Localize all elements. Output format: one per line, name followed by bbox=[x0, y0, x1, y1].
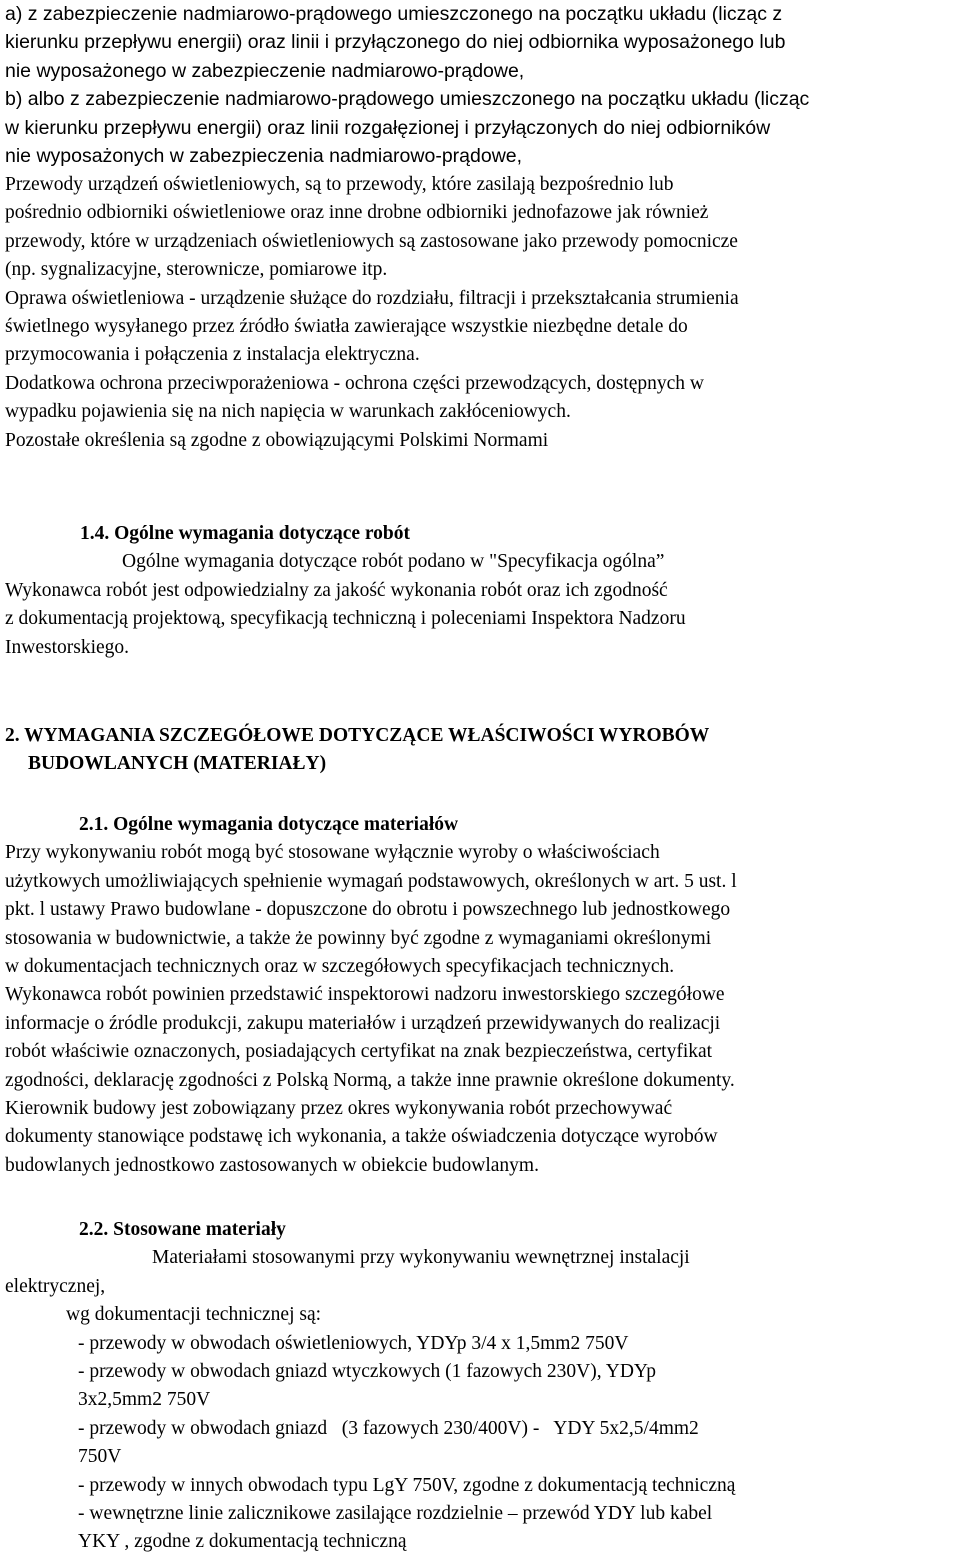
intro-line: a) z zabezpieczenie nadmiarowo-prądowego umieszczonego na początku układu (licząc z bbox=[5, 3, 783, 25]
section-2 bbox=[5, 722, 955, 779]
definition-line: Przewody urządzeń oświetleniowych, są to przewody, które zasilają bezpośrednio lub bbox=[5, 174, 674, 195]
definition-line: przewody, które w urządzeniach oświetleniowych są zastosowane jako przewody pomocnicze bbox=[5, 230, 738, 252]
section-heading: 1.4. Ogólne wymagania dotyczące robót bbox=[80, 523, 411, 544]
section-text: pkt. l ustawy Prawo budowlane - dopuszczone do obrotu i powszechnego lub jednostkowego bbox=[5, 899, 731, 921]
definition-line: wypadku pojawienia się na nich napięcia w warunkach zakłóceniowych. bbox=[5, 401, 571, 423]
list-item: - wewnętrzne linie zalicznikowe zasilające rozdzielnie – przewód YDY lub kabel bbox=[78, 1503, 713, 1525]
definition-line: Dodatkowa ochrona przeciwporażeniowa - ochrona części przewodzących, dostępnych w bbox=[5, 372, 704, 394]
section-text: Inwestorskiego. bbox=[5, 636, 130, 658]
list-item: - przewody w obwodach oświetleniowych, YDYp 3/4 x 1,5mm2 750V bbox=[78, 1332, 629, 1354]
list-item: - przewody w obwodach gniazd (3 fazowych 230/400V) - YDY 5x2,5/4mm2 bbox=[78, 1417, 699, 1439]
definitions bbox=[5, 171, 955, 455]
intro-line: nie wyposażonego w zabezpieczenie nadmiarowo-prądowe, bbox=[5, 59, 525, 82]
section-text: Kierownik budowy jest zobowiązany przez okres wykonywania robót przechowywać bbox=[5, 1098, 673, 1120]
section-text: Wykonawca robót powinien przedstawić inspektorowi nadzoru inwestorskiego szczegółowe bbox=[5, 984, 725, 1006]
list-item: YKY , zgodne z dokumentacją techniczną bbox=[78, 1531, 407, 1553]
list-item: - przewody w obwodach gniazd wtyczkowych (1 fazowych 230V), YDYp bbox=[78, 1361, 656, 1383]
section-text: dokumenty stanowiące podstawę ich wykonania, a także oświadczenia dotyczące wyrobów bbox=[5, 1126, 718, 1148]
chapter-heading: 2. WYMAGANIA SZCZEGÓŁOWE DOTYCZĄCE WŁAŚCIWOŚCI WYROBÓW bbox=[5, 725, 710, 746]
section-text: wg dokumentacji technicznej są: bbox=[66, 1304, 322, 1326]
section-text: Ogólne wymagania dotyczące robót podano w "Specyfikacja ogólna” bbox=[122, 551, 665, 573]
section-text: Wykonawca robót jest odpowiedzialny za jakość wykonania robót oraz ich zgodność bbox=[5, 579, 668, 601]
intro-line: kierunku przepływu energii) oraz linii i przyłączonego do niej odbiornika wyposażonego lub bbox=[5, 31, 786, 54]
definition-line: Pozostałe określenia są zgodne z obowiązującymi Polskimi Normami bbox=[5, 429, 549, 451]
section-text: budowlanych jednostkowo zastosowanych w obiekcie budowlanym. bbox=[5, 1154, 539, 1176]
definition-line: Oprawa oświetleniowa - urządzenie służące do rozdziału, filtracji i przekształcania strumienia bbox=[5, 287, 739, 309]
intro-line: w kierunku przepływu energii) oraz linii rozgałęzionej i przyłączonych do niej odbiorników bbox=[5, 116, 771, 139]
intro-line: nie wyposażonych w zabezpieczenia nadmiarowo-prądowe, bbox=[5, 145, 523, 168]
definition-line: przymocowania i połączenia z instalacja elektryczna. bbox=[5, 344, 420, 366]
section-2-1 bbox=[5, 811, 955, 1180]
section-text: informacje o źródle produkcji, zakupu materiałów i urządzeń przewidywanych do realizacji bbox=[5, 1012, 721, 1034]
definition-line: świetlnego wysyłanego przez źródło światła zawierające wszystkie niezbędne detale do bbox=[5, 316, 688, 338]
section-text: zgodności, deklarację zgodności z Polską Normą, a także inne prawnie określone dokumenty. bbox=[5, 1069, 735, 1091]
list-item: 750V bbox=[78, 1446, 122, 1468]
section-text: Przy wykonywaniu robót mogą być stosowane wyłącznie wyroby o właściwościach bbox=[5, 842, 660, 864]
section-1-4 bbox=[5, 520, 955, 662]
section-2-2 bbox=[5, 1216, 955, 1557]
section-text: elektrycznej, bbox=[5, 1275, 106, 1297]
section-heading: 2.2. Stosowane materiały bbox=[79, 1219, 286, 1240]
chapter-heading: BUDOWLANYCH (MATERIAŁY) bbox=[28, 753, 327, 775]
definition-line: pośrednio odbiorniki oświetleniowe oraz inne drobne odbiorniki jednofazowe jak również bbox=[5, 202, 709, 224]
section-text: w dokumentacjach technicznych oraz w szczegółowych specyfikacjach technicznych. bbox=[5, 956, 675, 978]
section-text: robót właściwie oznaczonych, posiadających certyfikat na znak bezpieczeństwa, certyfikat bbox=[5, 1041, 713, 1063]
section-text: użytkowych umożliwiających spełnienie wymagań podstawowych, określonych w art. 5 ust. l bbox=[5, 870, 737, 892]
intro-paragraph bbox=[5, 0, 955, 170]
intro-line: b) albo z zabezpieczenie nadmiarowo-prądowego umieszczonego na początku układu (licząc bbox=[5, 88, 810, 111]
section-heading: 2.1. Ogólne wymagania dotyczące materiałów bbox=[79, 814, 459, 835]
section-text: z dokumentacją projektową, specyfikacją techniczną i poleceniami Inspektora Nadzoru bbox=[5, 608, 686, 630]
list-item: 3x2,5mm2 750V bbox=[78, 1389, 211, 1411]
definition-line: (np. sygnalizacyjne, sterownicze, pomiarowe itp. bbox=[5, 259, 388, 281]
section-text: stosowania w budownictwie, a także że powinny być zgodne z wymaganiami określonymi bbox=[5, 927, 712, 949]
list-item: - przewody w innych obwodach typu LgY 750V, zgodne z dokumentacją techniczną bbox=[78, 1474, 736, 1496]
section-text: Materiałami stosowanymi przy wykonywaniu wewnętrznej instalacji bbox=[152, 1247, 690, 1269]
